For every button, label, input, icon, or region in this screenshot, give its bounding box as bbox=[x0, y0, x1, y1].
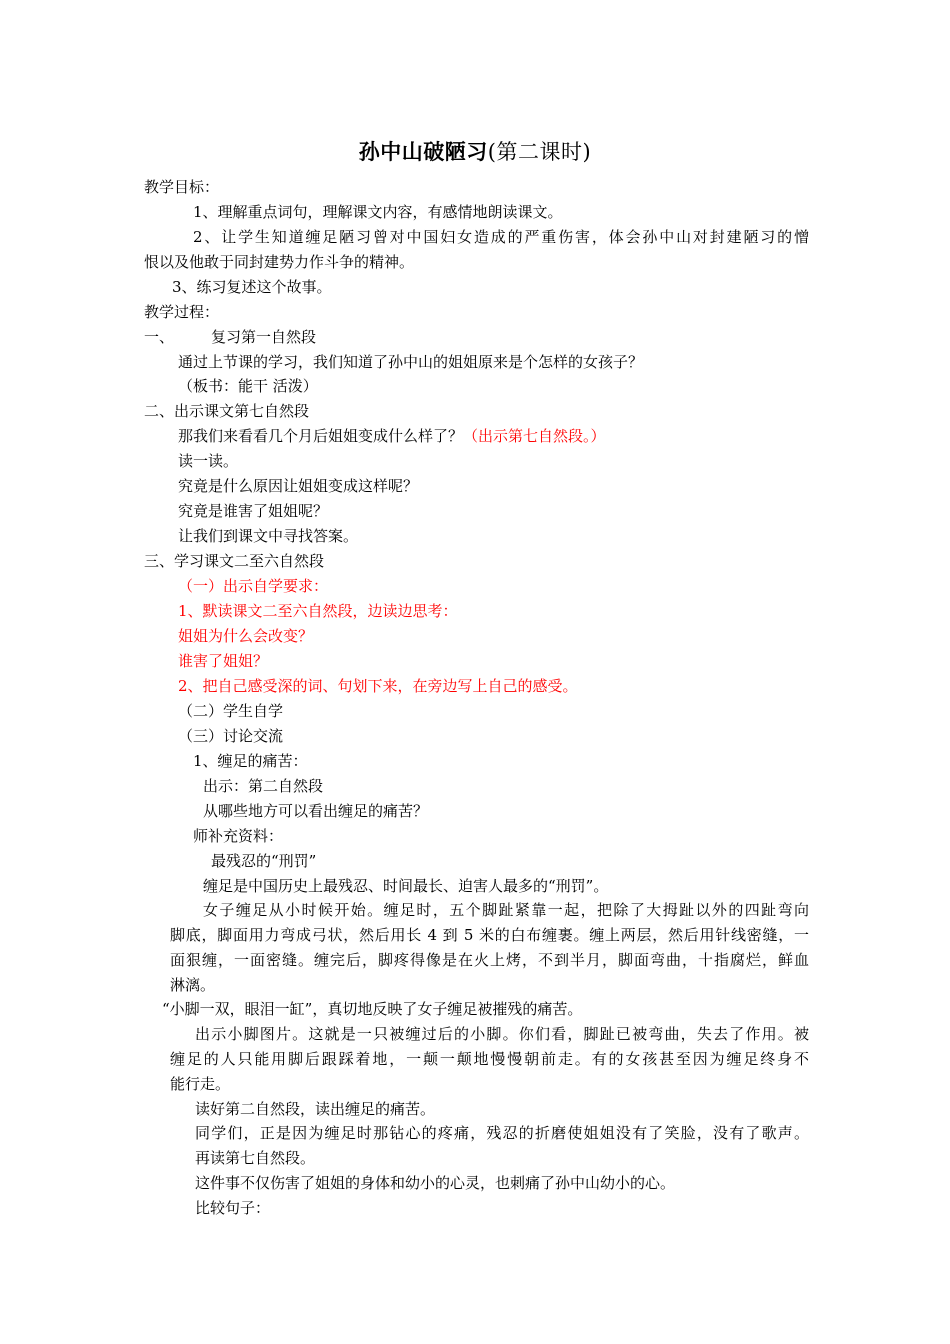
section-1-number: 一、 bbox=[144, 328, 175, 346]
self-study-req-2: 2、把自己感受深的词、句划下来，在旁边写上自己的感受。 bbox=[178, 677, 578, 695]
section-3-title: 三、学习课文二至六自然段 bbox=[144, 552, 325, 570]
feet-picture-line-2: 缠足的人只能用脚后跟踩着地，一颠一颠地慢慢朝前走。有的女孩甚至因为缠足终身不 bbox=[170, 1050, 809, 1068]
feet-picture-line-1: 出示小脚图片。这就是一只被缠过后的小脚。你们看，脚趾已被弯曲，失去了作用。被 bbox=[195, 1025, 809, 1043]
feet-picture-line-3: 能行走。 bbox=[170, 1075, 231, 1093]
objective-1: 1、理解重点词句，理解课文内容，有感情地朗读课文。 bbox=[193, 203, 563, 221]
students-note: 同学们，正是因为缠足时那钻心的疼痛，残忍的折磨使姐姐没有了笑脸，没有了歌声。 bbox=[195, 1124, 809, 1142]
self-study-req-1: 1、默读课文二至六自然段，边读边思考： bbox=[178, 602, 458, 620]
foot-binding-pain: 1、缠足的痛苦： bbox=[193, 752, 308, 770]
show-paragraph-7-note: （出示第七自然段。） bbox=[463, 427, 606, 445]
section-2-question bbox=[178, 426, 606, 446]
objective-2-line-2: 恨以及他敢于同封建势力作斗争的精神。 bbox=[144, 253, 415, 271]
blackboard-note: （板书：能干 活泼） bbox=[178, 377, 318, 395]
find-answer: 让我们到课文中寻找答案。 bbox=[178, 527, 359, 545]
material-para-line-1: 女子缠足从小时候开始。缠足时，五个脚趾紧靠一起，把除了大拇趾以外的四趾弯向 bbox=[203, 901, 809, 919]
compare-sentences: 比较句子： bbox=[195, 1199, 271, 1217]
student-self-study: （二）学生自学 bbox=[178, 702, 284, 720]
question-pain: 从哪些地方可以看出缠足的痛苦？ bbox=[203, 802, 429, 820]
impact-sentence: 这件事不仅伤害了姐姐的身体和幼小的心灵，也刺痛了孙中山幼小的心。 bbox=[195, 1174, 676, 1192]
section-2-title: 二、出示课文第七自然段 bbox=[144, 402, 310, 420]
show-paragraph-2: 出示：第二自然段 bbox=[203, 777, 324, 795]
discussion-heading: （三）讨论交流 bbox=[178, 727, 284, 745]
material-title: 最残忍的“刑罚” bbox=[211, 852, 317, 870]
self-study-q2: 谁害了姐姐？ bbox=[178, 652, 269, 670]
material-para-line-3: 面狠缠，一面密缝。缠完后，脚疼得像是在火上烤，不到半月，脚面弯曲，十指腐烂，鲜血 bbox=[170, 951, 809, 969]
read-instruction: 读一读。 bbox=[178, 452, 239, 470]
self-study-q1: 姐姐为什么会改变？ bbox=[178, 627, 314, 645]
teacher-material: 师补充资料： bbox=[193, 827, 284, 845]
heading-objectives: 教学目标： bbox=[144, 178, 220, 196]
quote-small-feet: “小脚一双，眼泪一缸”，真切地反映了女子缠足被摧残的痛苦。 bbox=[162, 1000, 583, 1018]
self-study-heading: （一）出示自学要求： bbox=[178, 577, 329, 595]
section-2-question-text: 那我们来看看几个月后姐姐变成什么样了？ bbox=[178, 427, 464, 445]
material-para-line-4: 淋漓。 bbox=[170, 976, 216, 994]
objective-3: 3、练习复述这个故事。 bbox=[172, 278, 332, 296]
objective-2-line-1: 2、让学生知道缠足陋习曾对中国妇女造成的严重伤害，体会孙中山对封建陋习的憎 bbox=[193, 228, 809, 246]
question-cause: 究竟是什么原因让姐姐变成这样呢？ bbox=[178, 477, 419, 495]
title-main: 孙中山破陋习 bbox=[358, 139, 488, 164]
question-who: 究竟是谁害了姐姐呢？ bbox=[178, 502, 329, 520]
material-line-1: 缠足是中国历史上最残忍、时间最长、迫害人最多的“刑罚”。 bbox=[203, 877, 609, 895]
heading-process: 教学过程： bbox=[144, 303, 220, 321]
section-1-title: 复习第一自然段 bbox=[211, 328, 317, 346]
reread-paragraph-7: 再读第七自然段。 bbox=[195, 1149, 316, 1167]
page-title bbox=[0, 136, 950, 166]
material-para-line-2: 脚底，脚面用力弯成弓状，然后用长 4 到 5 米的白布缠裹。缠上两层，然后用针线密缝，一 bbox=[170, 926, 809, 944]
section-1-text: 通过上节课的学习，我们知道了孙中山的姐姐原来是个怎样的女孩子？ bbox=[178, 353, 644, 371]
title-lesson: (第二课时) bbox=[487, 140, 592, 164]
read-paragraph-2: 读好第二自然段，读出缠足的痛苦。 bbox=[195, 1100, 436, 1118]
